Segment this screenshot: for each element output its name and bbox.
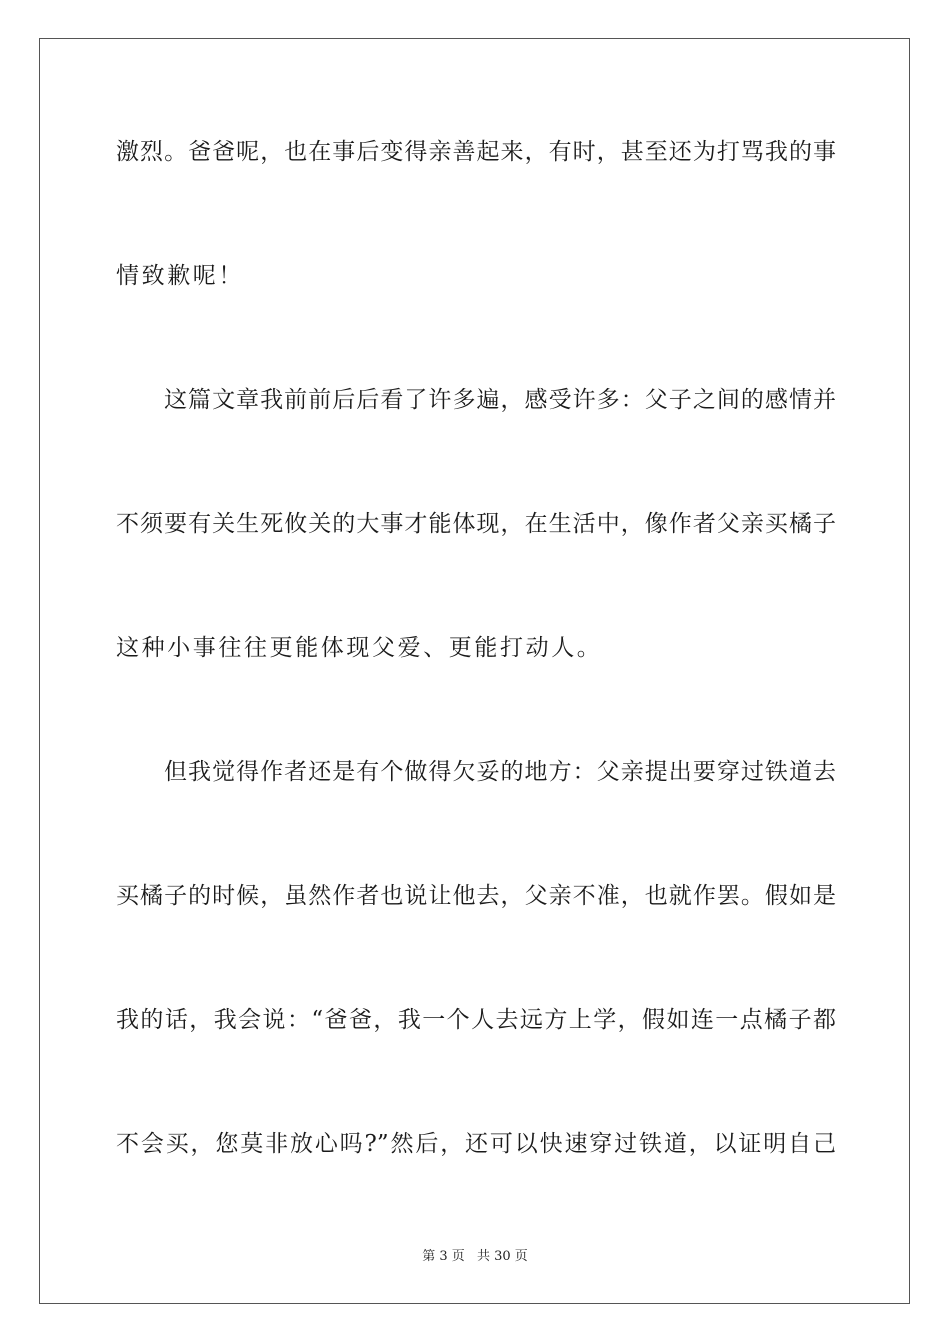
paragraph-line-1: 激烈。爸爸呢，也在事后变得亲善起来，有时，甚至还为打骂我的事: [116, 139, 836, 165]
page-number: 第 3 页: [422, 1249, 465, 1264]
paragraph-line-8: 我的话，我会说：“爸爸，我一个人去远方上学，假如连一点橘子都: [116, 1007, 836, 1033]
paragraph-line-7: 买橘子的时候，虽然作者也说让他去，父亲不准，也就作罢。假如是: [116, 883, 836, 909]
paragraph-line-9: 不会买，您莫非放心吗?”然后，还可以快速穿过铁道，以证明自己: [116, 1131, 836, 1157]
page-footer: [0, 1248, 950, 1266]
paragraph-line-2: 情致歉呢！: [116, 263, 244, 289]
paragraph-line-6: 但我觉得作者还是有个做得欠妥的地方：父亲提出要穿过铁道去: [164, 759, 836, 785]
page-total: 共 30 页: [476, 1249, 528, 1264]
page-border: [39, 38, 910, 1304]
paragraph-line-4: 不须要有关生死攸关的大事才能体现，在生活中，像作者父亲买橘子: [116, 511, 836, 537]
paragraph-line-5: 这种小事往往更能体现父爱、更能打动人。: [116, 635, 603, 661]
paragraph-line-3: 这篇文章我前前后后看了许多遍，感受许多：父子之间的感情并: [164, 387, 836, 413]
